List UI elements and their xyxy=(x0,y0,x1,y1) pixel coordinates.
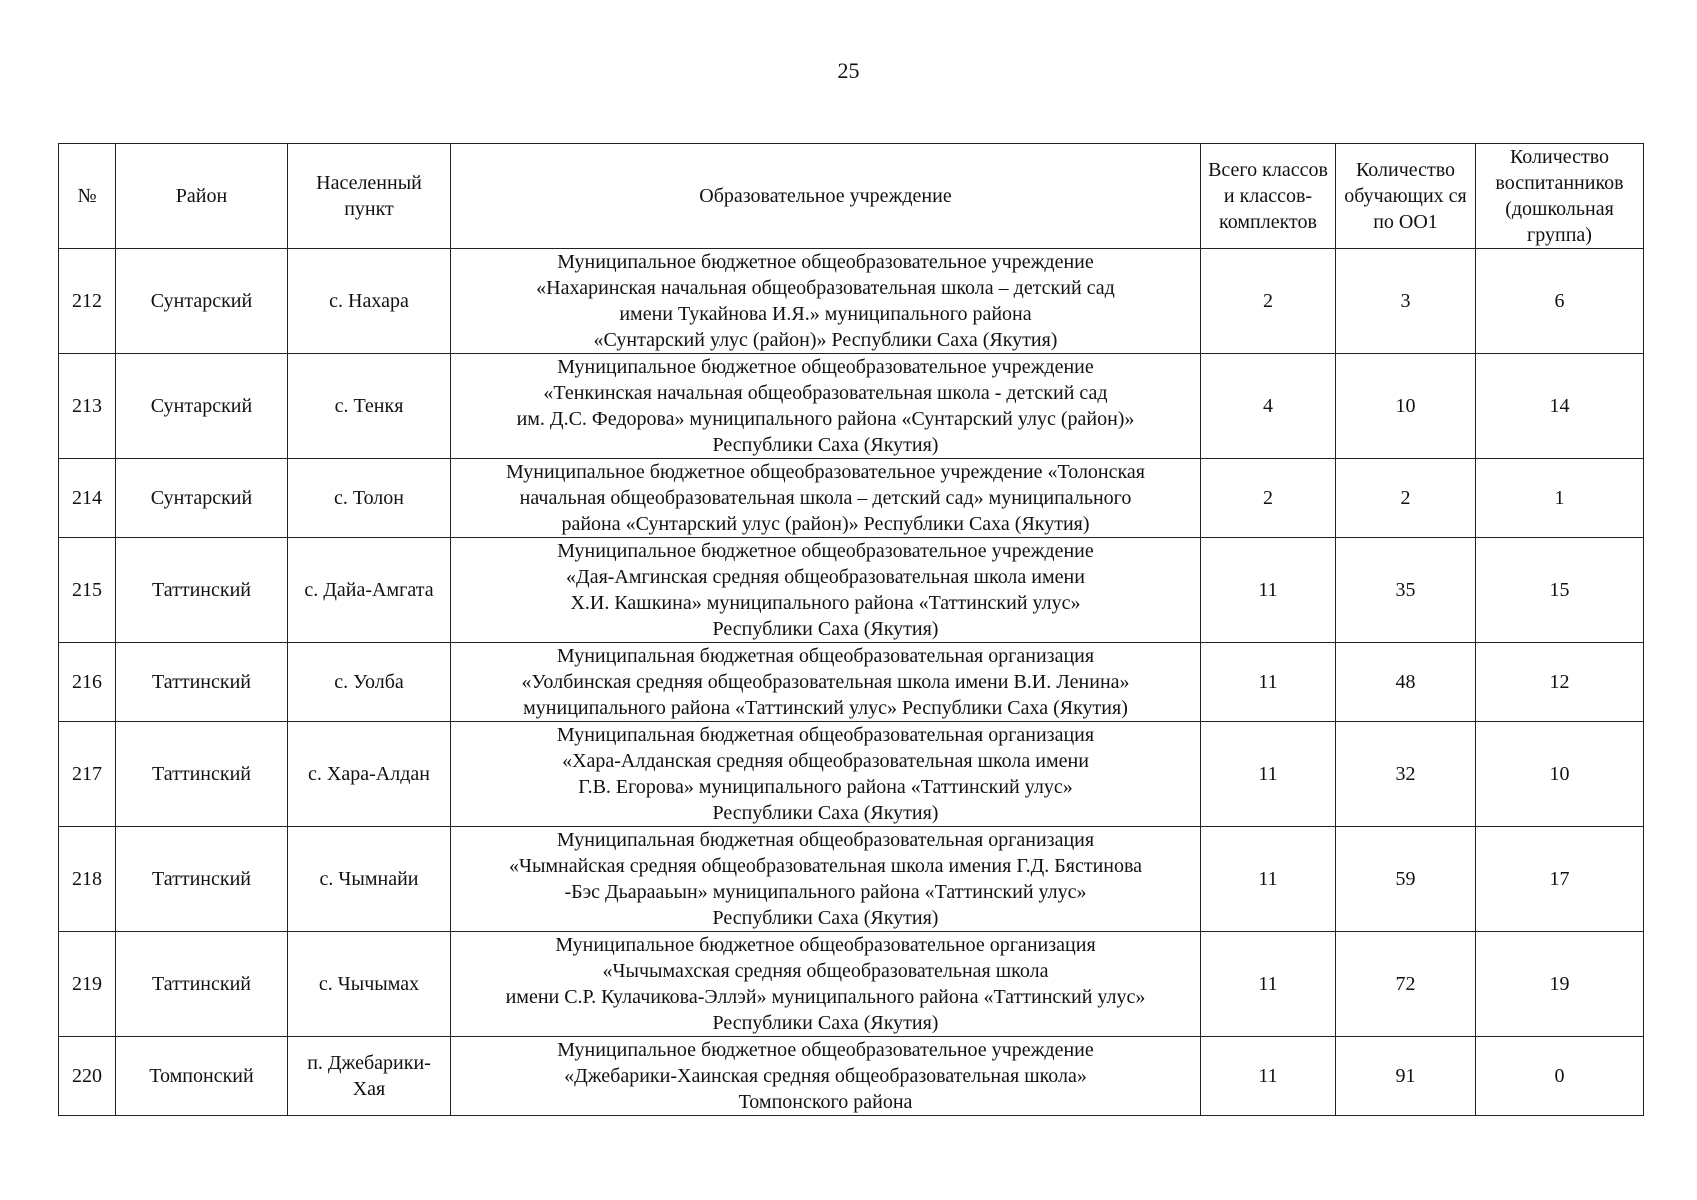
row-classes: 11 xyxy=(1201,932,1336,1037)
column-header-institution: Образовательное учреждение xyxy=(451,144,1201,249)
row-preschool: 19 xyxy=(1476,932,1644,1037)
row-classes: 11 xyxy=(1201,1037,1336,1116)
row-number: 213 xyxy=(59,354,116,459)
table-row xyxy=(59,354,1644,459)
row-settlement: с. Дайа-Амгата xyxy=(288,538,451,643)
row-institution: Муниципальное бюджетное общеобразовательное учреждение «Дая-Амгинская средняя общеобразовательная школа имени Х.И. Кашкина» муниципального района «Таттинский улус» Республики Саха (Якутия) xyxy=(451,538,1201,643)
row-institution: Муниципальная бюджетная общеобразовательная организация «Хара-Алданская средняя общеобразовательная школа имени Г.В. Егорова» муниципального района «Таттинский улус» Республики Саха (Якутия) xyxy=(451,722,1201,827)
row-settlement: с. Хара-Алдан xyxy=(288,722,451,827)
table-row xyxy=(59,459,1644,538)
row-students: 3 xyxy=(1336,249,1476,354)
table-body xyxy=(59,249,1644,1116)
row-district: Таттинский xyxy=(116,643,288,722)
row-preschool: 1 xyxy=(1476,459,1644,538)
row-settlement: с. Уолба xyxy=(288,643,451,722)
row-number: 218 xyxy=(59,827,116,932)
row-institution: Муниципальное бюджетное общеобразовательное учреждение «Толонская начальная общеобразовательная школа – детский сад» муниципального района «Сунтарский улус (район)» Республики Саха (Якутия) xyxy=(451,459,1201,538)
row-preschool: 12 xyxy=(1476,643,1644,722)
row-students: 48 xyxy=(1336,643,1476,722)
column-header-number: № xyxy=(59,144,116,249)
row-settlement: п. Джебарики-Хая xyxy=(288,1037,451,1116)
row-students: 35 xyxy=(1336,538,1476,643)
column-header-classes: Всего классов и классов-комплектов xyxy=(1201,144,1336,249)
row-number: 216 xyxy=(59,643,116,722)
row-district: Таттинский xyxy=(116,538,288,643)
row-number: 219 xyxy=(59,932,116,1037)
header-row xyxy=(59,144,1644,249)
row-number: 217 xyxy=(59,722,116,827)
row-preschool: 0 xyxy=(1476,1037,1644,1116)
table-row xyxy=(59,643,1644,722)
row-classes: 2 xyxy=(1201,249,1336,354)
row-classes: 11 xyxy=(1201,538,1336,643)
row-students: 72 xyxy=(1336,932,1476,1037)
column-header-preschool: Количество воспитанников (дошкольная группа) xyxy=(1476,144,1644,249)
row-settlement: с. Чымнайи xyxy=(288,827,451,932)
schools-table xyxy=(58,143,1644,1116)
row-institution: Муниципальная бюджетная общеобразовательная организация «Чымнайская средняя общеобразовательная школа имения Г.Д. Бястинова -Бэс Дьарааьын» муниципального района «Таттинский улус» Республики Саха (Якутия) xyxy=(451,827,1201,932)
table-row xyxy=(59,932,1644,1037)
row-settlement: с. Нахара xyxy=(288,249,451,354)
row-students: 2 xyxy=(1336,459,1476,538)
row-students: 59 xyxy=(1336,827,1476,932)
table-row xyxy=(59,538,1644,643)
table-row xyxy=(59,249,1644,354)
row-number: 212 xyxy=(59,249,116,354)
page-number: 25 xyxy=(837,58,860,83)
row-classes: 4 xyxy=(1201,354,1336,459)
row-preschool: 6 xyxy=(1476,249,1644,354)
row-district: Сунтарский xyxy=(116,249,288,354)
row-institution: Муниципальное бюджетное общеобразовательное учреждение «Джебарики-Хаинская средняя общеобразовательная школа» Томпонского района xyxy=(451,1037,1201,1116)
row-institution: Муниципальное бюджетное общеобразовательное организация «Чычымахская средняя общеобразовательная школа имени С.Р. Кулачикова-Эллэй» муниципального района «Таттинский улус» Республики Саха (Якутия) xyxy=(451,932,1201,1037)
row-settlement: с. Чычымах xyxy=(288,932,451,1037)
row-classes: 2 xyxy=(1201,459,1336,538)
row-settlement: с. Тенкя xyxy=(288,354,451,459)
table-header xyxy=(59,144,1644,249)
row-preschool: 15 xyxy=(1476,538,1644,643)
row-district: Томпонский xyxy=(116,1037,288,1116)
row-settlement: с. Толон xyxy=(288,459,451,538)
row-classes: 11 xyxy=(1201,722,1336,827)
table-row xyxy=(59,722,1644,827)
row-number: 215 xyxy=(59,538,116,643)
row-institution: Муниципальная бюджетная общеобразовательная организация «Уолбинская средняя общеобразовательная школа имени В.И. Ленина» муниципального района «Таттинский улус» Республики Саха (Якутия) xyxy=(451,643,1201,722)
row-students: 10 xyxy=(1336,354,1476,459)
row-number: 220 xyxy=(59,1037,116,1116)
row-district: Таттинский xyxy=(116,722,288,827)
column-header-students: Количество обучающих ся по ОО1 xyxy=(1336,144,1476,249)
row-preschool: 17 xyxy=(1476,827,1644,932)
row-district: Таттинский xyxy=(116,827,288,932)
row-classes: 11 xyxy=(1201,643,1336,722)
row-students: 32 xyxy=(1336,722,1476,827)
row-district: Сунтарский xyxy=(116,354,288,459)
column-header-district: Район xyxy=(116,144,288,249)
row-institution: Муниципальное бюджетное общеобразовательное учреждение «Тенкинская начальная общеобразовательная школа - детский сад им. Д.С. Федорова» муниципального района «Сунтарский улус (район)» Республики Саха (Якутия) xyxy=(451,354,1201,459)
row-number: 214 xyxy=(59,459,116,538)
row-classes: 11 xyxy=(1201,827,1336,932)
row-district: Сунтарский xyxy=(116,459,288,538)
table-row xyxy=(59,1037,1644,1116)
table-row xyxy=(59,827,1644,932)
column-header-settlement: Населенный пункт xyxy=(288,144,451,249)
row-students: 91 xyxy=(1336,1037,1476,1116)
row-district: Таттинский xyxy=(116,932,288,1037)
row-preschool: 10 xyxy=(1476,722,1644,827)
row-preschool: 14 xyxy=(1476,354,1644,459)
row-institution: Муниципальное бюджетное общеобразовательное учреждение «Нахаринская начальная общеобразовательная школа – детский сад имени Тукайнова И.Я.» муниципального района «Сунтарский улус (район)» Республики Саха (Якутия) xyxy=(451,249,1201,354)
